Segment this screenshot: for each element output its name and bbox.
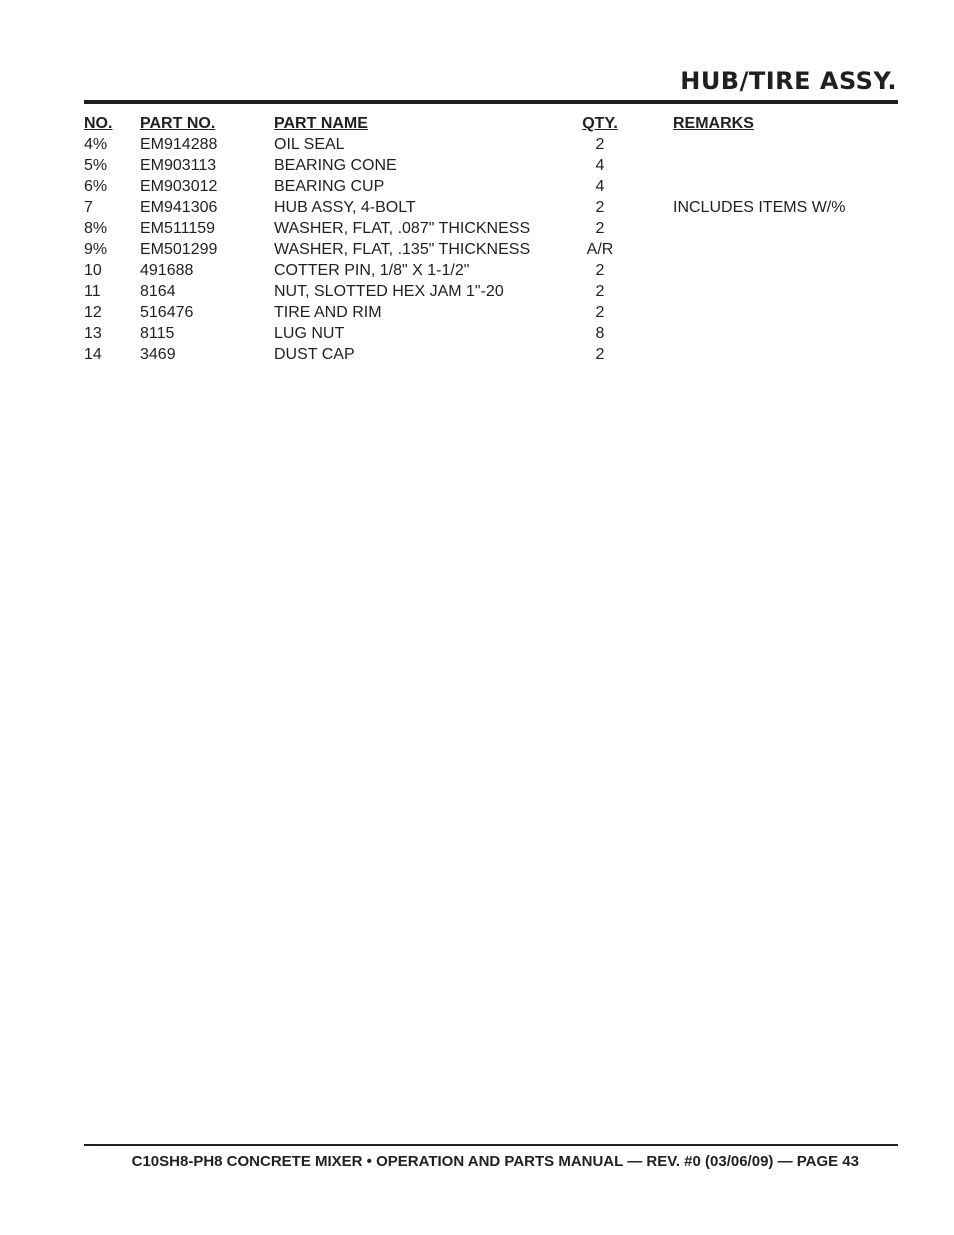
table-row [84, 260, 898, 281]
cell-part-no: 491688 [140, 262, 194, 279]
table-header-row [84, 113, 898, 134]
cell-qty: 2 [595, 199, 605, 216]
cell-part-name: BEARING CONE [274, 157, 397, 174]
cell-part-name: DUST CAP [274, 346, 355, 363]
table-row [84, 302, 898, 323]
cell-part-name: HUB ASSY, 4-BOLT [274, 199, 416, 216]
cell-qty: 2 [595, 346, 605, 363]
cell-no: 11 [84, 283, 101, 300]
cell-no: 5% [84, 157, 108, 174]
header-part-name: PART NAME [274, 115, 368, 132]
cell-part-name: OIL SEAL [274, 136, 345, 153]
table-row [84, 155, 898, 176]
cell-part-no: EM511159 [140, 220, 216, 237]
cell-remarks: INCLUDES ITEMS W/% [673, 199, 846, 216]
cell-qty: 2 [595, 136, 605, 153]
cell-part-no: 8164 [140, 283, 176, 300]
header-qty: QTY. [582, 115, 618, 132]
cell-part-no: 516476 [140, 304, 194, 321]
cell-qty: 2 [595, 304, 605, 321]
cell-no: 10 [84, 262, 102, 279]
page-title: HUB/TIRE ASSY. [680, 67, 897, 95]
header-no: NO. [84, 115, 113, 132]
cell-qty: 2 [595, 262, 605, 279]
header-remarks: REMARKS [673, 115, 754, 132]
title-rule [84, 100, 898, 104]
table-row [84, 323, 898, 344]
cell-part-name: BEARING CUP [274, 178, 385, 195]
cell-part-name: WASHER, FLAT, .087" THICKNESS [274, 220, 531, 237]
header-part-no: PART NO. [140, 115, 216, 132]
page-footer: C10SH8-PH8 CONCRETE MIXER • OPERATION AND PARTS MANUAL — REV. #0 (03/06/09) — PAGE 43 [131, 1153, 859, 1170]
cell-part-no: EM914288 [140, 136, 218, 153]
table-row [84, 176, 898, 197]
cell-no: 12 [84, 304, 102, 321]
footer-rule [84, 1144, 898, 1146]
parts-table [84, 113, 898, 365]
table-row [84, 239, 898, 260]
cell-no: 6% [84, 178, 108, 195]
cell-no: 4% [84, 136, 108, 153]
cell-no: 7 [84, 199, 93, 216]
cell-no: 9% [84, 241, 108, 258]
cell-part-name: NUT, SLOTTED HEX JAM 1"-20 [274, 283, 504, 300]
cell-qty: A/R [586, 241, 614, 258]
cell-part-no: 3469 [140, 346, 176, 363]
cell-part-no: EM501299 [140, 241, 218, 258]
cell-part-no: EM903113 [140, 157, 217, 174]
cell-no: 8% [84, 220, 108, 237]
cell-part-no: EM941306 [140, 199, 218, 216]
cell-part-name: WASHER, FLAT, .135" THICKNESS [274, 241, 531, 258]
cell-qty: 2 [595, 220, 605, 237]
cell-no: 14 [84, 346, 102, 363]
table-row [84, 281, 898, 302]
cell-qty: 4 [595, 178, 605, 195]
cell-qty: 8 [595, 325, 605, 342]
cell-part-name: TIRE AND RIM [274, 304, 382, 321]
table-row [84, 134, 898, 155]
cell-qty: 2 [595, 283, 605, 300]
cell-no: 13 [84, 325, 102, 342]
table-row [84, 218, 898, 239]
cell-part-name: COTTER PIN, 1/8" X 1-1/2" [274, 262, 470, 279]
cell-part-name: LUG NUT [274, 325, 345, 342]
cell-part-no: EM903012 [140, 178, 218, 195]
table-row [84, 344, 898, 365]
cell-qty: 4 [595, 157, 605, 174]
cell-part-no: 8115 [140, 325, 175, 342]
table-row [84, 197, 898, 218]
